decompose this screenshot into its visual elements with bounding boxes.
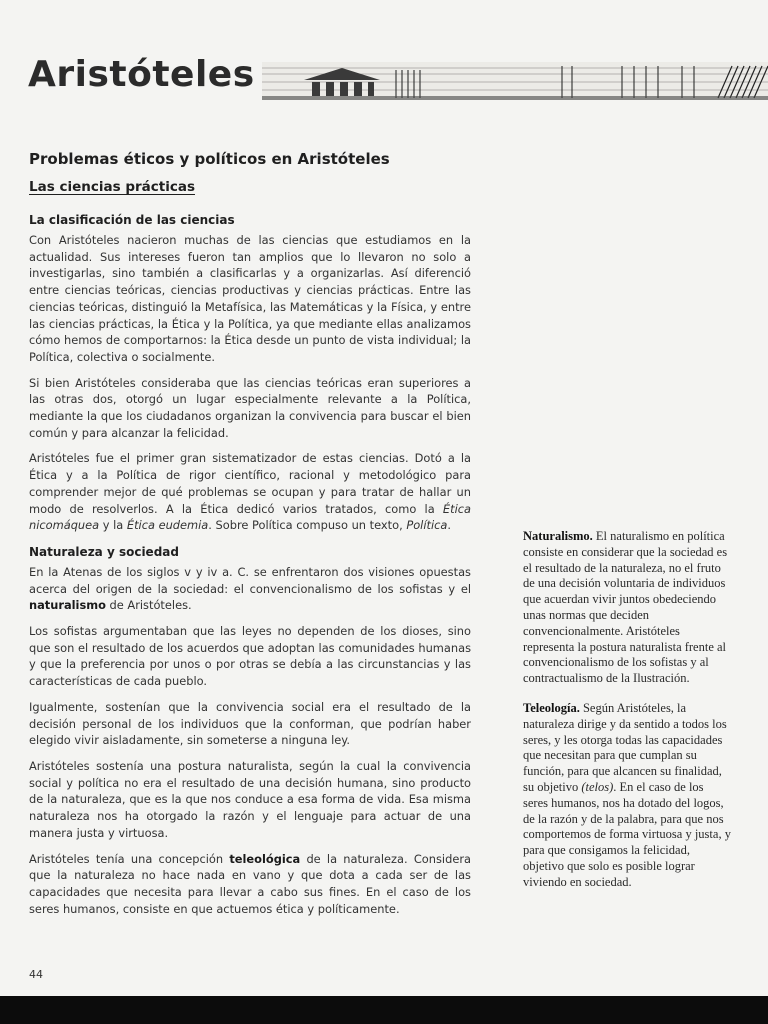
paragraph-5: Los sofistas argumentaban que las leyes no dependen de los dioses, sino que son el resultado de los acuerdos que adoptan las comunidades humanas y que la preferencia por unos o por otras se debía a las circunstancias y las características de cada pueblo. (29, 624, 471, 689)
paragraph-3: Aristóteles fue el primer gran sistematizador de estas ciencias. Dotó a la Ética y a la Política de rigor científico, racional y metodológico para comprender mejor de qué problemas se ocupan y para tratar de hallar un modo de resolverlos. A la Ética dedicó varios tratados, como la Ética nicomáquea y la Ética eudemia. Sobre Política compuso un texto, Política. (29, 451, 471, 533)
book-title-politica: Política (406, 518, 448, 533)
paragraph-4: En la Atenas de los siglos v y iv a. C. se enfrentaron dos visiones opuestas acerca del origen de la sociedad: el convencionalismo de los sofistas y el naturalismo de Aristóteles. (29, 564, 471, 613)
section-subtitle: Las ciencias prácticas (29, 179, 195, 195)
paragraph-8: Aristóteles tenía una concepción teleológica de la naturaleza. Considera que la naturaleza no hace nada en vano y que dota a cada ser de las capacidades que necesita para llevar a cabo sus fines. En el caso de los seres humanos, consiste en que actuemos ética y políticamente. (29, 851, 471, 916)
glossary-telos: (telos) (581, 779, 614, 794)
scan-bottom-edge (0, 996, 768, 1024)
glossary-sidebar (523, 529, 731, 905)
heading-naturaleza: Naturaleza y sociedad (29, 544, 179, 559)
glossary-teleologia: Teleología. Según Aristóteles, la naturaleza dirige y da sentido a todos los seres, y les otorga todas las capacidades que necesitan para que cumplan su función, para que alcancen su finalidad, su objetivo (telos). En el caso de los seres humanos, nos ha dotado del logos, de la razón y de la palabra, para que nos comportemos de forma virtuosa y justa, y para que consigamos la felicidad, objetivo que solo es posible lograr viviendo en sociedad. (523, 700, 731, 889)
heading-clasificacion: La clasificación de las ciencias (29, 213, 235, 227)
paragraph-7: Aristóteles sostenía una postura naturalista, según la cual la convivencia social y política no era el resultado de una decisión humana, sino producto de la naturaleza, que es la que nos conduce a esa forma de vida. Esa misma naturaleza nos ha otorgado la razón y el lenguaje para actuar de una manera justa y virtuosa. (29, 758, 471, 840)
main-text-column (29, 212, 471, 926)
glossary-term-naturalismo: Naturalismo. (523, 529, 593, 543)
book-title-etica-nicomaquea: Ética nicomáquea (29, 501, 471, 533)
glossary-term-teleologia: Teleología. (523, 700, 580, 715)
term-teleologica: teleológica (229, 851, 301, 866)
section-title: Problemas éticos y políticos en Aristóteles (29, 150, 390, 168)
paragraph-1: Con Aristóteles nacieron muchas de las ciencias que estudiamos en la actualidad. Sus intereses fueron tan amplios que lo llevaron no solo a investigarlas, sino también a clasificarlas y a organizarlas. Así diferenció entre ciencias teóricas, ciencias productivas y ciencias prácticas. Entre las ciencias teóricas, distinguió la Metafísica, las Matemáticas y la Física, y entre las ciencias prácticas, la Ética y la Política, ya que mediante ellas analizamos cómo hemos de comportarnos: la Ética desde un punto de vista individual; la Política, colectiva o socialmente. (29, 233, 471, 364)
term-naturalismo: naturalismo (29, 598, 106, 613)
building-illustration (262, 62, 768, 100)
chapter-title: Aristóteles (28, 54, 255, 95)
glossary-naturalismo: Naturalismo. El naturalismo en política consiste en considerar que la sociedad es el resultado de la naturaleza, no el fruto de una decisión voluntaria de individuos que acuerdan vivir juntos obedeciendo unas normas que deciden convencionalmente. Aristóteles representa la postura naturalista frente al convencionalismo de los sofistas y al contractualismo de la Ilustración. (523, 529, 728, 686)
paragraph-6: Igualmente, sostenían que la convivencia social era el resultado de la decisión personal de los individuos que la conforman, que podrían haber elegido vivir aisladamente, sin someterse a ninguna ley. (29, 699, 471, 748)
book-title-etica-eudemia: Ética eudemia (126, 518, 209, 533)
paragraph-2: Si bien Aristóteles consideraba que las ciencias teóricas eran superiores a las otras dos, otorgó un lugar especialmente relevante a la Política, mediante la que los ciudadanos organizan la convivencia para buscar el bien común y para alcanzar la felicidad. (29, 375, 471, 440)
page-number: 44 (29, 968, 43, 981)
